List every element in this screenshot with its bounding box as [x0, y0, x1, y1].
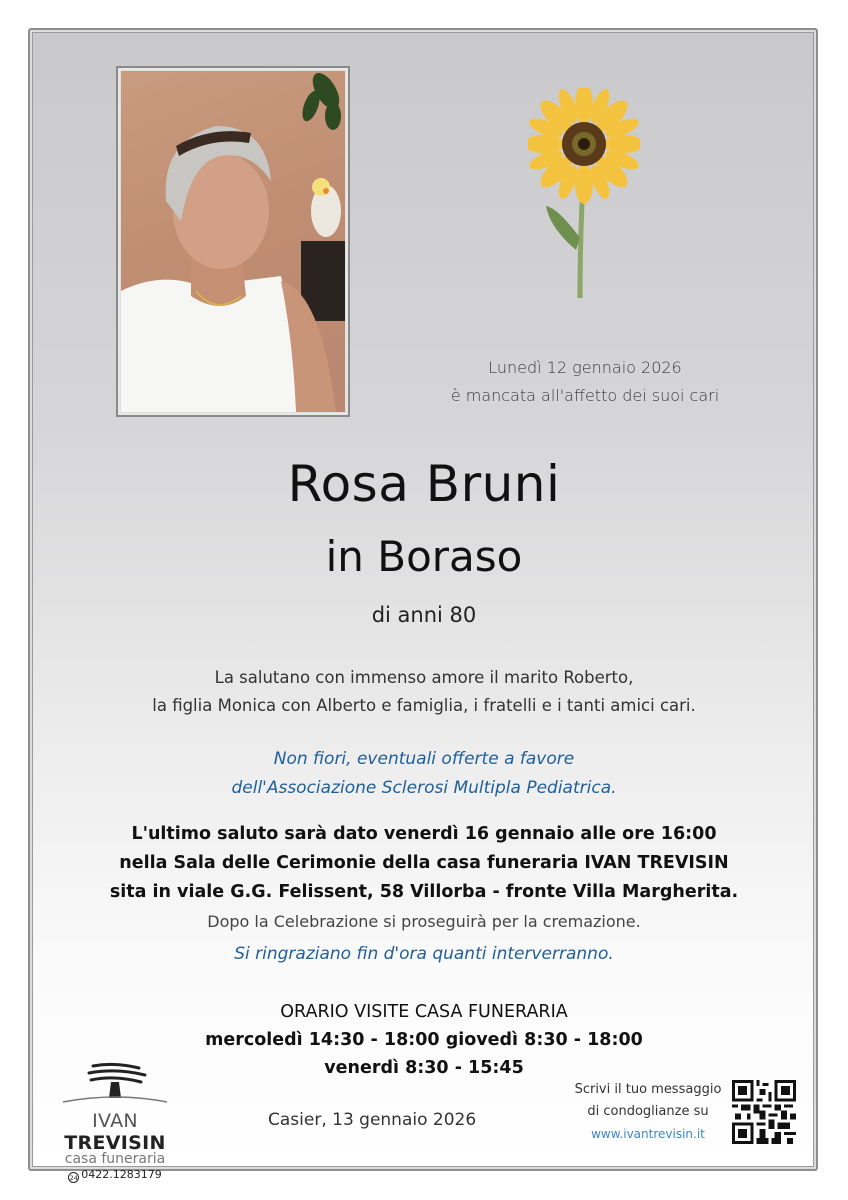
sunflower-icon	[528, 88, 640, 300]
mourners-line: La salutano con immenso amore il marito Roberto,	[214, 668, 634, 687]
logo-subtitle: casa funeraria	[64, 1151, 166, 1167]
thanks-note: Si ringraziano fin d'ora quanti interverranno.	[234, 944, 614, 964]
condolences-line: Scrivi il tuo messaggio	[574, 1082, 722, 1097]
condolences-box	[568, 1079, 728, 1145]
ceremony-note: Dopo la Celebrazione si proseguirà per la cremazione.	[207, 912, 641, 931]
visiting-hours-row: venerdì 8:30 - 15:45	[324, 1058, 524, 1078]
visiting-hours-row: mercoledì 14:30 - 18:00 giovedì 8:30 - 18:00	[205, 1030, 643, 1050]
logo-phone[interactable]: 24 0422.1283179	[69, 1168, 162, 1182]
visiting-hours-title: ORARIO VISITE CASA FUNERARIA	[280, 1002, 568, 1022]
death-notice	[420, 354, 750, 410]
funeral-home-logo	[40, 1060, 190, 1183]
qr-code-icon[interactable]	[732, 1080, 796, 1144]
death-phrase: è mancata all'affetto dei suoi cari	[450, 386, 720, 405]
logo-brand: IVAN TREVISIN	[64, 1110, 166, 1154]
donation-line: dell'Associazione Sclerosi Multipla Pediatrica.	[231, 778, 617, 798]
tree-logo-icon	[55, 1060, 175, 1104]
mourners-text	[0, 664, 848, 720]
condolences-line: di condoglianze su	[587, 1104, 709, 1119]
deceased-name: Rosa Bruni	[287, 455, 561, 513]
portrait-frame	[116, 66, 350, 417]
donation-note	[0, 745, 848, 803]
ceremony-line: sita in viale G.G. Felissent, 58 Villorba - fronte Villa Margherita.	[109, 882, 739, 902]
24h-phone-icon: 24	[68, 1172, 79, 1183]
portrait-photo	[121, 71, 345, 412]
donation-line: Non fiori, eventuali offerte a favore	[273, 749, 575, 769]
ceremony-line: nella Sala delle Cerimonie della casa funeraria IVAN TREVISIN	[119, 853, 729, 873]
ceremony-info	[0, 820, 848, 936]
mourners-line: la figlia Monica con Alberto e famiglia, i fratelli e i tanti amici cari.	[152, 696, 696, 715]
ceremony-line: L'ultimo saluto sarà dato venerdì 16 gennaio alle ore 16:00	[131, 824, 717, 844]
deceased-age: di anni 80	[371, 603, 477, 627]
website-link[interactable]: www.ivantrevisin.it	[591, 1127, 705, 1141]
place-date: Casier, 13 gennaio 2026	[268, 1110, 477, 1130]
deceased-married-name: in Boraso	[325, 532, 523, 581]
death-date: Lunedì 12 gennaio 2026	[488, 358, 682, 377]
